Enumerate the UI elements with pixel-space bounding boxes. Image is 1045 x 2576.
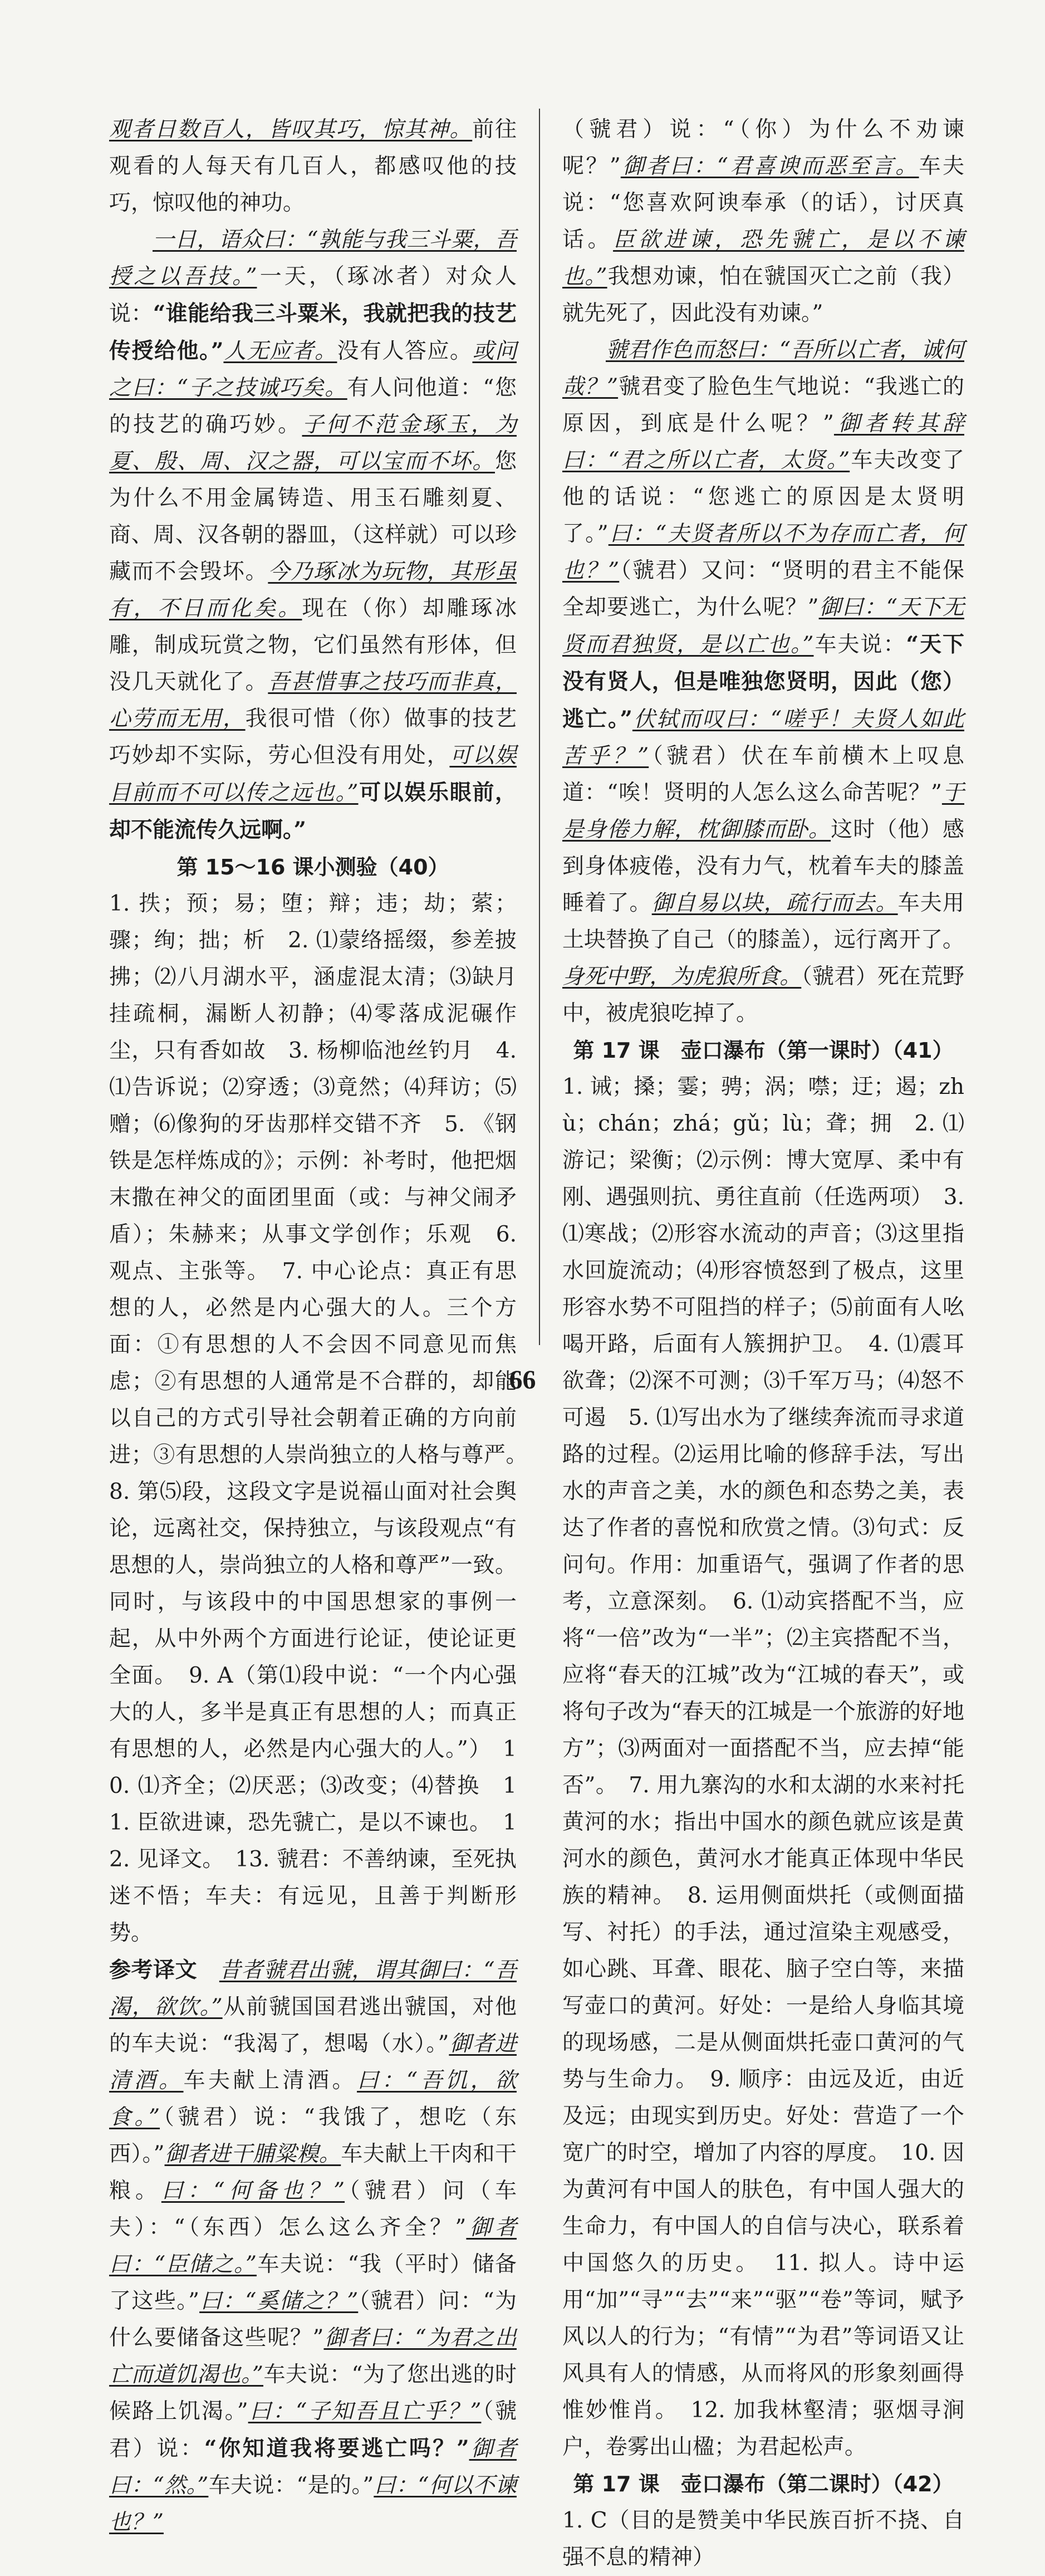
answer-block: 1. 诫；搡；霎；骋；涡；噤；迂；遏；zhù；chán；zhá；gǔ；lù；聋；拥 2. ⑴游记；梁衡；⑵示例：博大宽厚、柔中有刚、遇强则抗、勇往直前（任选两项） 3. ⑴寒战；⑵形容水流动的声音；⑶这里指水回旋流动；⑷形容愤怒到了极点，这里形容水势不可阻挡的样子；⑸前面有人吆喝开路，后面有人簇拥护卫。 4. ⑴震耳欲聋；⑵深不可测；⑶千军万马；⑷怒不可遏 5. ⑴写出水为了继续奔流而寻求道路的过程。⑵运用比喻的修辞手法，写出水的声音之美，水的颜色和态势之美，表达了作者的喜悦和欣赏之情。⑶句式：反问句。作用：加重语气，强调了作者的思考，立意深刻。 6. ⑴动宾搭配不当，应将“一倍”改为“一半”；⑵主宾搭配不当，应将“春天的江城”改为“江城的春天”，或将句子改为“春天的江城是一个旅游的好地方”；⑶两面对一面搭配不当，应去掉“能否”。 7. 用九寨沟的水和太湖的水来衬托黄河的水；指出中国水的颜色就应该是黄河水的颜色，黄河水才能真正体现中华民族的精神。 8. 运用侧面烘托（或侧面描写、衬托）的手法，通过渲染主观感受，如心跳、耳聋、眼花、脑子空白等，来描写壶口的黄河。好处：一是给人身临其境的现场感，二是从侧面烘托壶口黄河的气势与生命力。 9. 顺序：由远及近，由近及远；由现实到历史。好处：营造了一个宽广的时空，增加了内容的厚度。 10. 因为黄河有中国人的肤色，有中国人强大的生命力，有中国人的自信与决心，联系着中国悠久的历史。 11. 拟人。诗中运用“加”“寻”“去”“来”“驱”“卷”等词，赋予风以人的行为；“有情”“为君”等词语又让风具有人的情感，从而将风的形象刻画得惟妙惟肖。 12. 加我林壑清；驱烟寻涧户，卷雾出山楹；为君起松声。 xyxy=(562,1074,964,2460)
translation-paragraph: （虢君）说：“（你）为什么不劝谏呢？”御者曰：“君喜谀而恶至言。车夫说：“您喜欢阿谀奉承（的话），讨厌真话。臣欲进谏，恐先虢亡，是以不谏也。”我想劝谏，怕在虢国灭亡之前（我）就先死了，因此没有劝谏。” xyxy=(562,117,964,326)
translation-paragraph: 虢君作色而怒曰：“吾所以亡者，诚何哉？”虢君变了脸色生气地说：“我逃亡的原因，到底是什么呢？”御者转其辞曰：“君之所以亡者，太贤。”车夫改变了他的话说：“您逃亡的原因是太贤明了。”曰：“夫贤者所以不为存而亡者，何也？”（虢君）又问：“贤明的君主不能保全却要逃亡，为什么呢？”御曰：“天下无贤而君独贤，是以亡也。”车夫说：“天下没有贤人，但是唯独您贤明，因此（您）逃亡。”伏轼而叹曰：“嗟乎！夫贤人如此苦乎？”（虢君）伏在车前横木上叹息道：“唉！贤明的人怎么这么命苦呢？”于是身倦力解，枕御膝而卧。这时（他）感到身体疲倦，没有力气，枕着车夫的膝盖睡着了。御自易以块，疏行而去。车夫用土块替换了自己（的膝盖），远行离开了。身死中野，为虎狼所食。（虢君）死在荒野中，被虎狼吃掉了。 xyxy=(562,338,964,1026)
answer-block: 1. C（目的是赞美中华民族百折不挠、自强不息的精神） xyxy=(562,2508,964,2570)
section-heading: 第 17 课 壶口瀑布（第二课时）（42） xyxy=(573,2472,954,2496)
translation-paragraph: 一日，语众曰：“孰能与我三斗粟，吾授之以吾技。”一天，（琢冰者）对众人说：“谁能给我三斗粟米，我就把我的技艺传授给他。”人无应者。没有人答应。或问之曰：“子之技诚巧矣。有人问他道：“您的技艺的确巧妙。子何不范金琢玉，为夏、殷、周、汉之器，可以宝而不坏。您为什么不用金属铸造、用玉石雕刻夏、商、周、汉各朝的器皿，（这样就）可以珍藏而不会毁坏。今乃琢冰为玩物，其形虽有，不日而化矣。现在（你）却雕琢冰雕，制成玩赏之物，它们虽然有形体，但没几天就化了。吾甚惜事之技巧而非真，心劳而无用，我很可惜（你）做事的技艺巧妙却不实际，劳心但没有用处，可以娱目前而不可以传之远也。”可以娱乐眼前，却不能流传久远啊。” xyxy=(109,227,517,843)
reference-label: 参考译文 xyxy=(109,1957,198,1983)
column-divider xyxy=(539,109,540,1345)
reference-translation: 参考译文 昔者虢君出虢，谓其御曰：“吾渴，欲饮。”从前虢国国君逃出虢国，对他的车夫说：“我渴了，想喝（水）。”御者进清酒。车夫献上清酒。曰：“吾饥，欲食。”（虢君）说：“我饿了，想吃（东西）。”御者进干脯粱糗。车夫献上干肉和干粮。曰：“何备也？”（虢君）问（车夫）：“（东西）怎么这么齐全？”御者曰：“臣储之。”车夫说：“我（平时）储备了这些。”曰：“奚储之？”（虢君）问：“为什么要储备这些呢？”御者曰：“为君之出亡而道饥渴也。”车夫说：“为了您出逃的时候路上饥渴。”曰：“子知吾且亡乎？”（虢君）说：“你知道我将要逃亡吗？”御者曰：“然。”车夫说：“是的。”曰：“何以不谏也？” xyxy=(109,1957,517,2535)
section-heading: 第 15～16 课小测验（40） xyxy=(176,855,449,879)
translation-paragraph: 观者日数百人，皆叹其巧，惊其神。前往观看的人每天有几百人，都感叹他的技巧，惊叹他的神功。 xyxy=(109,117,517,216)
right-column xyxy=(562,111,964,2576)
section-heading: 第 17 课 壶口瀑布（第一课时）（41） xyxy=(573,1038,954,1063)
page-number: 66 xyxy=(509,1365,536,1395)
answer-block: 1. 抶；预；易；堕；辩；违；劫；萦；骤；绚；拙；析 2. ⑴蒙络摇缀，参差披拂；⑵八月湖水平，涵虚混太清；⑶缺月挂疏桐，漏断人初静；⑷零落成泥碾作尘，只有香如故 3. 杨柳临池丝钓月 4. ⑴告诉说；⑵穿透；⑶竟然；⑷拜访；⑸赠；⑹像狗的牙齿那样交错不齐 5. 《钢铁是怎样炼成的》；示例：补考时，他把烟末撒在神父的面团里面（或：与神父闹矛盾）；朱赫来；从事文学创作；乐观 6. 观点、主张等。 7. 中心论点：真正有思想的人，必然是内心强大的人。三个方面：①有思想的人不会因不同意见而焦虑；②有思想的人通常是不合群的，却能以自己的方式引导社会朝着正确的方向前进；③有思想的人崇尚独立的人格与尊严。 8. 第⑸段，这段文字是说福山面对社会舆论，远离社交，保持独立，与该段观点“有思想的人，崇尚独立的人格和尊严”一致。同时，与该段中的中国思想家的事例一起，从中外两个方面进行论证，使论证更全面。 9. A（第⑴段中说：“一个内心强大的人，多半是真正有思想的人；而真正有思想的人，必然是内心强大的人。”） 10. ⑴齐全；⑵厌恶；⑶改变；⑷替换 11. 臣欲进谏，恐先虢亡，是以不谏也。 12. 见译文。 13. 虢君：不善纳谏，至死执迷不悟；车夫：有远见，且善于判断形势。 xyxy=(109,891,539,1946)
